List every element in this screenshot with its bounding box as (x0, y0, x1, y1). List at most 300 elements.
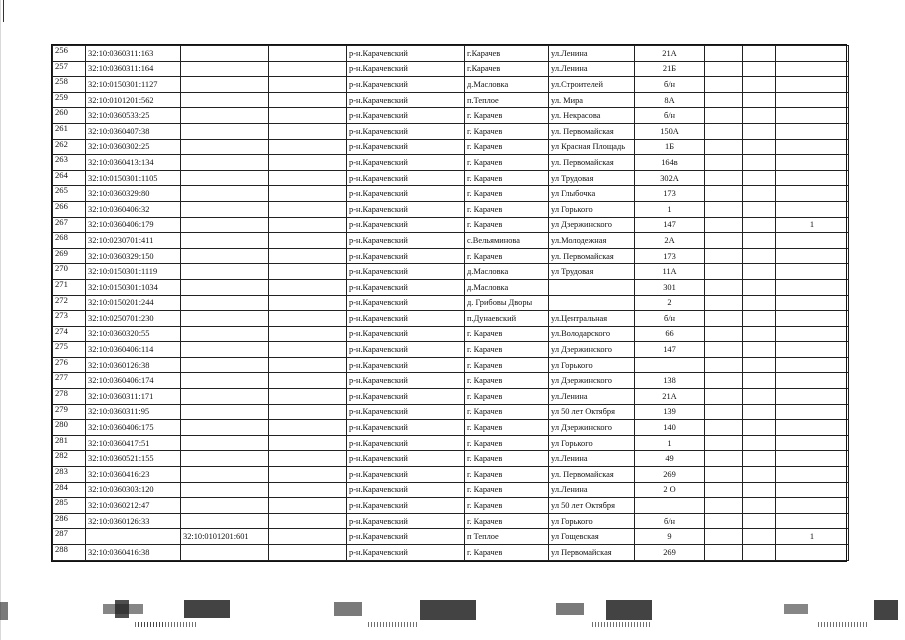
street-cell: ул Трудовая (549, 170, 635, 186)
empty-cell (269, 545, 347, 561)
record-number-cell: 264 (53, 170, 86, 186)
cadastral-number-cell: 32:10:0360406:175 (86, 420, 181, 436)
settlement-cell: г. Карачев (465, 217, 549, 233)
cadastral-number-alt-cell: 32:10:0101201:601 (181, 529, 269, 545)
house-number-cell: б/н (635, 513, 705, 529)
cadastral-number-alt-cell (181, 435, 269, 451)
street-cell (549, 279, 635, 295)
district-cell: р-н.Карачевский (347, 404, 465, 420)
empty-cell (705, 186, 743, 202)
district-cell: р-н.Карачевский (347, 529, 465, 545)
street-cell: ул.Ленина (549, 389, 635, 405)
record-number-cell: 273 (53, 311, 86, 327)
empty-cell (743, 357, 776, 373)
scan-artifact-8 (870, 598, 900, 628)
cadastral-number-cell: 32:10:0250701:230 (86, 311, 181, 327)
cadastral-number-alt-cell (181, 170, 269, 186)
cadastral-number-cell: 32:10:0360416:23 (86, 467, 181, 483)
cadastral-number-cell: 32:10:0150301:1119 (86, 264, 181, 280)
empty-cell (269, 342, 347, 358)
cadastral-number-alt-cell (181, 357, 269, 373)
cadastral-number-alt-cell (181, 217, 269, 233)
cadastral-number-alt-cell (181, 513, 269, 529)
cadastral-number-alt-cell (181, 404, 269, 420)
cadastral-number-alt-cell (181, 155, 269, 171)
table-row (53, 217, 849, 233)
empty-cell (269, 404, 347, 420)
house-number-cell: 269 (635, 467, 705, 483)
house-number-cell: 1Б (635, 139, 705, 155)
empty-cell (705, 46, 743, 62)
count-cell (776, 311, 849, 327)
cadastral-number-alt-cell (181, 482, 269, 498)
settlement-cell: г. Карачев (465, 467, 549, 483)
empty-cell (705, 170, 743, 186)
table-row (53, 46, 849, 62)
empty-cell (743, 389, 776, 405)
table-row (53, 357, 849, 373)
house-number-cell: 21А (635, 46, 705, 62)
empty-cell (269, 233, 347, 249)
cadastral-number-cell: 32:10:0360533:25 (86, 108, 181, 124)
settlement-cell: г.Карачев (465, 61, 549, 77)
cadastral-number-cell: 32:10:0360311:163 (86, 46, 181, 62)
count-cell (776, 545, 849, 561)
cadastral-number-cell: 32:10:0360311:95 (86, 404, 181, 420)
scan-artifact-5 (552, 598, 592, 628)
cadastral-number-cell: 32:10:0360406:174 (86, 373, 181, 389)
empty-cell (269, 170, 347, 186)
empty-cell (705, 435, 743, 451)
street-cell: ул. Первомайская (549, 155, 635, 171)
empty-cell (705, 420, 743, 436)
cadastral-number-alt-cell (181, 389, 269, 405)
cadastral-number-cell: 32:10:0360311:164 (86, 61, 181, 77)
settlement-cell: г. Карачев (465, 420, 549, 436)
empty-cell (269, 201, 347, 217)
empty-cell (269, 279, 347, 295)
house-number-cell: 2А (635, 233, 705, 249)
empty-cell (743, 311, 776, 327)
cadastral-number-alt-cell (181, 545, 269, 561)
house-number-cell: 139 (635, 404, 705, 420)
cadastral-number-cell (86, 529, 181, 545)
settlement-cell: г. Карачев (465, 451, 549, 467)
street-cell: ул Горького (549, 513, 635, 529)
cadastral-number-alt-cell (181, 326, 269, 342)
settlement-cell: с.Вельяминова (465, 233, 549, 249)
cadastral-number-alt-cell (181, 248, 269, 264)
empty-cell (743, 451, 776, 467)
count-cell (776, 451, 849, 467)
table-row (53, 248, 849, 264)
cadastral-number-cell: 32:10:0360406:179 (86, 217, 181, 233)
table-row (53, 61, 849, 77)
empty-cell (269, 420, 347, 436)
district-cell: р-н.Карачевский (347, 108, 465, 124)
district-cell: р-н.Карачевский (347, 357, 465, 373)
district-cell: р-н.Карачевский (347, 498, 465, 514)
street-cell: ул. Некрасова (549, 108, 635, 124)
record-number-cell: 272 (53, 295, 86, 311)
settlement-cell: д.Масловка (465, 279, 549, 295)
empty-cell (743, 420, 776, 436)
record-number-cell: 279 (53, 404, 86, 420)
house-number-cell: 147 (635, 342, 705, 358)
table-row (53, 326, 849, 342)
settlement-cell: п Теплое (465, 529, 549, 545)
count-cell (776, 435, 849, 451)
cadastral-number-alt-cell (181, 61, 269, 77)
empty-cell (705, 326, 743, 342)
street-cell: ул. Мира (549, 92, 635, 108)
cadastral-number-alt-cell (181, 311, 269, 327)
district-cell: р-н.Карачевский (347, 389, 465, 405)
empty-cell (743, 295, 776, 311)
table-row (53, 201, 849, 217)
scan-artifact-3 (330, 598, 370, 628)
empty-cell (743, 467, 776, 483)
record-number-cell: 271 (53, 279, 86, 295)
record-number-cell: 263 (53, 155, 86, 171)
record-number-cell: 265 (53, 186, 86, 202)
district-cell: р-н.Карачевский (347, 46, 465, 62)
settlement-cell: г. Карачев (465, 186, 549, 202)
scan-artifact-6 (600, 598, 660, 628)
empty-cell (705, 295, 743, 311)
table-row (53, 186, 849, 202)
house-number-cell: б/н (635, 108, 705, 124)
count-cell (776, 61, 849, 77)
settlement-cell: п.Дунаевский (465, 311, 549, 327)
house-number-cell: б/н (635, 77, 705, 93)
street-cell: ул.Центральная (549, 311, 635, 327)
district-cell: р-н.Карачевский (347, 451, 465, 467)
cadastral-number-cell: 32:10:0360521:155 (86, 451, 181, 467)
count-cell (776, 326, 849, 342)
record-number-cell: 288 (53, 545, 86, 561)
count-cell (776, 201, 849, 217)
street-cell: ул Глыбочка (549, 186, 635, 202)
street-cell: ул.Ленина (549, 61, 635, 77)
cadastral-number-alt-cell (181, 123, 269, 139)
house-number-cell: 138 (635, 373, 705, 389)
cadastral-number-cell: 32:10:0360413:134 (86, 155, 181, 171)
empty-cell (269, 451, 347, 467)
count-cell (776, 279, 849, 295)
cadastral-number-alt-cell (181, 342, 269, 358)
settlement-cell: г. Карачев (465, 201, 549, 217)
district-cell: р-н.Карачевский (347, 373, 465, 389)
settlement-cell: п.Теплое (465, 92, 549, 108)
empty-cell (705, 467, 743, 483)
cadastral-registry-table (52, 45, 849, 561)
empty-cell (743, 61, 776, 77)
table-row (53, 170, 849, 186)
house-number-cell: 140 (635, 420, 705, 436)
house-number-cell: 9 (635, 529, 705, 545)
empty-cell (705, 545, 743, 561)
table-row (53, 233, 849, 249)
empty-cell (743, 186, 776, 202)
count-cell (776, 186, 849, 202)
empty-cell (743, 170, 776, 186)
empty-cell (705, 108, 743, 124)
table-row (53, 498, 849, 514)
settlement-cell: г. Карачев (465, 373, 549, 389)
street-cell: ул.Ленина (549, 46, 635, 62)
empty-cell (705, 529, 743, 545)
empty-cell (269, 513, 347, 529)
empty-cell (269, 467, 347, 483)
empty-cell (743, 233, 776, 249)
record-number-cell: 283 (53, 467, 86, 483)
cadastral-number-alt-cell (181, 451, 269, 467)
cadastral-number-alt-cell (181, 420, 269, 436)
house-number-cell: 173 (635, 248, 705, 264)
settlement-cell: г. Карачев (465, 389, 549, 405)
house-number-cell: 301 (635, 279, 705, 295)
settlement-cell: г. Карачев (465, 545, 549, 561)
empty-cell (705, 482, 743, 498)
table-row (53, 92, 849, 108)
house-number-cell (635, 357, 705, 373)
record-number-cell: 270 (53, 264, 86, 280)
cadastral-number-alt-cell (181, 108, 269, 124)
street-cell: ул Дзержинского (549, 342, 635, 358)
empty-cell (743, 513, 776, 529)
record-number-cell: 259 (53, 92, 86, 108)
empty-cell (705, 513, 743, 529)
empty-cell (743, 435, 776, 451)
count-cell (776, 248, 849, 264)
empty-cell (743, 326, 776, 342)
empty-cell (743, 545, 776, 561)
district-cell: р-н.Карачевский (347, 545, 465, 561)
table-row (53, 545, 849, 561)
empty-cell (269, 435, 347, 451)
district-cell: р-н.Карачевский (347, 123, 465, 139)
house-number-cell: 269 (635, 545, 705, 561)
empty-cell (705, 155, 743, 171)
district-cell: р-н.Карачевский (347, 435, 465, 451)
scan-artifact-2 (178, 598, 238, 628)
house-number-cell: 66 (635, 326, 705, 342)
settlement-cell: г. Карачев (465, 139, 549, 155)
empty-cell (705, 233, 743, 249)
count-cell: 1 (776, 529, 849, 545)
street-cell: ул Дзержинского (549, 373, 635, 389)
district-cell: р-н.Карачевский (347, 217, 465, 233)
count-cell (776, 92, 849, 108)
count-cell (776, 357, 849, 373)
scan-artifact-4 (416, 598, 486, 628)
street-cell: ул.Володарского (549, 326, 635, 342)
street-cell: ул Горького (549, 435, 635, 451)
cadastral-number-alt-cell (181, 139, 269, 155)
empty-cell (743, 201, 776, 217)
settlement-cell: г. Карачев (465, 108, 549, 124)
district-cell: р-н.Карачевский (347, 77, 465, 93)
table-row (53, 482, 849, 498)
table-row (53, 123, 849, 139)
empty-cell (743, 92, 776, 108)
district-cell: р-н.Карачевский (347, 139, 465, 155)
street-cell: ул Трудовая (549, 264, 635, 280)
count-cell (776, 498, 849, 514)
empty-cell (269, 326, 347, 342)
empty-cell (743, 139, 776, 155)
empty-cell (705, 404, 743, 420)
settlement-cell: д. Грибовы Дворы (465, 295, 549, 311)
settlement-cell: г. Карачев (465, 248, 549, 264)
district-cell: р-н.Карачевский (347, 186, 465, 202)
district-cell: р-н.Карачевский (347, 513, 465, 529)
table-row (53, 279, 849, 295)
table-row (53, 529, 849, 545)
empty-cell (743, 264, 776, 280)
street-cell: ул. Первомайская (549, 467, 635, 483)
record-number-cell: 287 (53, 529, 86, 545)
empty-cell (705, 217, 743, 233)
record-number-cell: 280 (53, 420, 86, 436)
street-cell: ул Красная Площадь (549, 139, 635, 155)
table-row (53, 435, 849, 451)
cadastral-number-cell: 32:10:0360212:47 (86, 498, 181, 514)
house-number-cell: 2 О (635, 482, 705, 498)
cadastral-number-alt-cell (181, 498, 269, 514)
scan-artifact-7 (778, 598, 818, 628)
count-cell (776, 295, 849, 311)
empty-cell (743, 498, 776, 514)
record-number-cell: 277 (53, 373, 86, 389)
table-row (53, 295, 849, 311)
cadastral-number-cell: 32:10:0150301:1127 (86, 77, 181, 93)
settlement-cell: г. Карачев (465, 342, 549, 358)
district-cell: р-н.Карачевский (347, 311, 465, 327)
record-number-cell: 267 (53, 217, 86, 233)
street-cell: ул Дзержинского (549, 420, 635, 436)
record-number-cell: 274 (53, 326, 86, 342)
count-cell (776, 233, 849, 249)
empty-cell (743, 248, 776, 264)
house-number-cell: 2 (635, 295, 705, 311)
cadastral-number-alt-cell (181, 186, 269, 202)
house-number-cell (635, 498, 705, 514)
record-number-cell: 261 (53, 123, 86, 139)
district-cell: р-н.Карачевский (347, 155, 465, 171)
settlement-cell: г. Карачев (465, 513, 549, 529)
empty-cell (705, 201, 743, 217)
cadastral-number-alt-cell (181, 233, 269, 249)
registry-table-body (53, 46, 849, 561)
street-cell: ул Первомайская (549, 545, 635, 561)
empty-cell (269, 264, 347, 280)
empty-cell (705, 451, 743, 467)
cadastral-number-cell: 32:10:0360406:32 (86, 201, 181, 217)
empty-cell (705, 357, 743, 373)
district-cell: р-н.Карачевский (347, 467, 465, 483)
empty-cell (269, 92, 347, 108)
cadastral-number-cell: 32:10:0150301:1105 (86, 170, 181, 186)
settlement-cell: г. Карачев (465, 170, 549, 186)
empty-cell (269, 357, 347, 373)
district-cell: р-н.Карачевский (347, 420, 465, 436)
empty-cell (269, 529, 347, 545)
cadastral-number-alt-cell (181, 279, 269, 295)
cadastral-number-cell: 32:10:0360417:51 (86, 435, 181, 451)
empty-cell (743, 46, 776, 62)
settlement-cell: г.Карачев (465, 46, 549, 62)
cadastral-number-alt-cell (181, 295, 269, 311)
cadastral-number-alt-cell (181, 201, 269, 217)
cadastral-number-cell: 32:10:0150201:244 (86, 295, 181, 311)
house-number-cell: б/н (635, 311, 705, 327)
street-cell: ул.Молодежная (549, 233, 635, 249)
district-cell: р-н.Карачевский (347, 201, 465, 217)
settlement-cell: г. Карачев (465, 404, 549, 420)
record-number-cell: 269 (53, 248, 86, 264)
settlement-cell: г. Карачев (465, 326, 549, 342)
table-row (53, 264, 849, 280)
settlement-cell: г. Карачев (465, 482, 549, 498)
district-cell: р-н.Карачевский (347, 482, 465, 498)
empty-cell (743, 108, 776, 124)
empty-cell (269, 482, 347, 498)
house-number-cell: 173 (635, 186, 705, 202)
count-cell (776, 404, 849, 420)
settlement-cell: г. Карачев (465, 498, 549, 514)
house-number-cell: 302А (635, 170, 705, 186)
house-number-cell: 8А (635, 92, 705, 108)
street-cell: ул Гощевская (549, 529, 635, 545)
empty-cell (269, 139, 347, 155)
record-number-cell: 266 (53, 201, 86, 217)
empty-cell (705, 342, 743, 358)
empty-cell (269, 498, 347, 514)
record-number-cell: 268 (53, 233, 86, 249)
record-number-cell: 256 (53, 46, 86, 62)
record-number-cell: 262 (53, 139, 86, 155)
table-row (53, 420, 849, 436)
empty-cell (743, 155, 776, 171)
empty-cell (269, 61, 347, 77)
count-cell (776, 46, 849, 62)
count-cell (776, 482, 849, 498)
empty-cell (269, 373, 347, 389)
empty-cell (269, 295, 347, 311)
count-cell (776, 123, 849, 139)
count-cell (776, 155, 849, 171)
district-cell: р-н.Карачевский (347, 248, 465, 264)
scan-edge-mark (3, 0, 4, 22)
settlement-cell: д.Масловка (465, 77, 549, 93)
empty-cell (705, 311, 743, 327)
street-cell: ул Дзержинского (549, 217, 635, 233)
empty-cell (269, 311, 347, 327)
house-number-cell: 49 (635, 451, 705, 467)
empty-cell (269, 123, 347, 139)
count-cell (776, 467, 849, 483)
empty-cell (743, 482, 776, 498)
settlement-cell: д.Масловка (465, 264, 549, 280)
street-cell (549, 295, 635, 311)
cadastral-number-cell: 32:10:0360302:25 (86, 139, 181, 155)
district-cell: р-н.Карачевский (347, 61, 465, 77)
settlement-cell: г. Карачев (465, 435, 549, 451)
cadastral-number-cell: 32:10:0360320:55 (86, 326, 181, 342)
cadastral-number-alt-cell (181, 92, 269, 108)
